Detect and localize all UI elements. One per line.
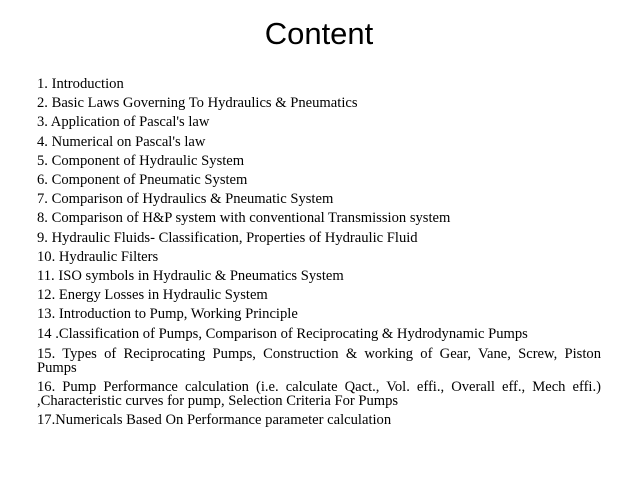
list-item: 15. Types of Reciprocating Pumps, Construction & working of Gear, Vane, Screw, Piston Pumps — [37, 345, 601, 376]
list-item: 13. Introduction to Pump, Working Principle — [37, 306, 298, 323]
list-item: 14 .Classification of Pumps, Comparison of Reciprocating & Hydrodynamic Pumps — [37, 325, 528, 342]
list-item: 4. Numerical on Pascal's law — [37, 133, 206, 150]
list-item: 2. Basic Laws Governing To Hydraulics & Pneumatics — [37, 95, 358, 112]
list-item: 5. Component of Hydraulic System — [37, 152, 245, 169]
list-item: 12. Energy Losses in Hydraulic System — [37, 287, 268, 304]
list-item: 17.Numericals Based On Performance parameter calculation — [37, 411, 392, 428]
list-item: 1. Introduction — [37, 76, 124, 92]
list-item: 10. Hydraulic Filters — [37, 248, 159, 265]
slide-title: Content — [264, 16, 374, 51]
content-list — [37, 75, 601, 430]
list-item: 8. Comparison of H&P system with conventional Transmission system — [37, 210, 451, 227]
list-item: 3. Application of Pascal's law — [37, 114, 210, 131]
list-item: 16. Pump Performance calculation (i.e. calculate Qact., Vol. effi., Overall eff., Mech effi.) ,Characteristic curves for pump, Selection Criteria For Pumps — [37, 378, 601, 409]
list-item: 6. Component of Pneumatic System — [37, 172, 248, 189]
list-item: 11. ISO symbols in Hydraulic & Pneumatics System — [37, 268, 344, 285]
list-item: 7. Comparison of Hydraulics & Pneumatic System — [37, 191, 334, 208]
list-item: 9. Hydraulic Fluids- Classification, Properties of Hydraulic Fluid — [37, 229, 418, 246]
